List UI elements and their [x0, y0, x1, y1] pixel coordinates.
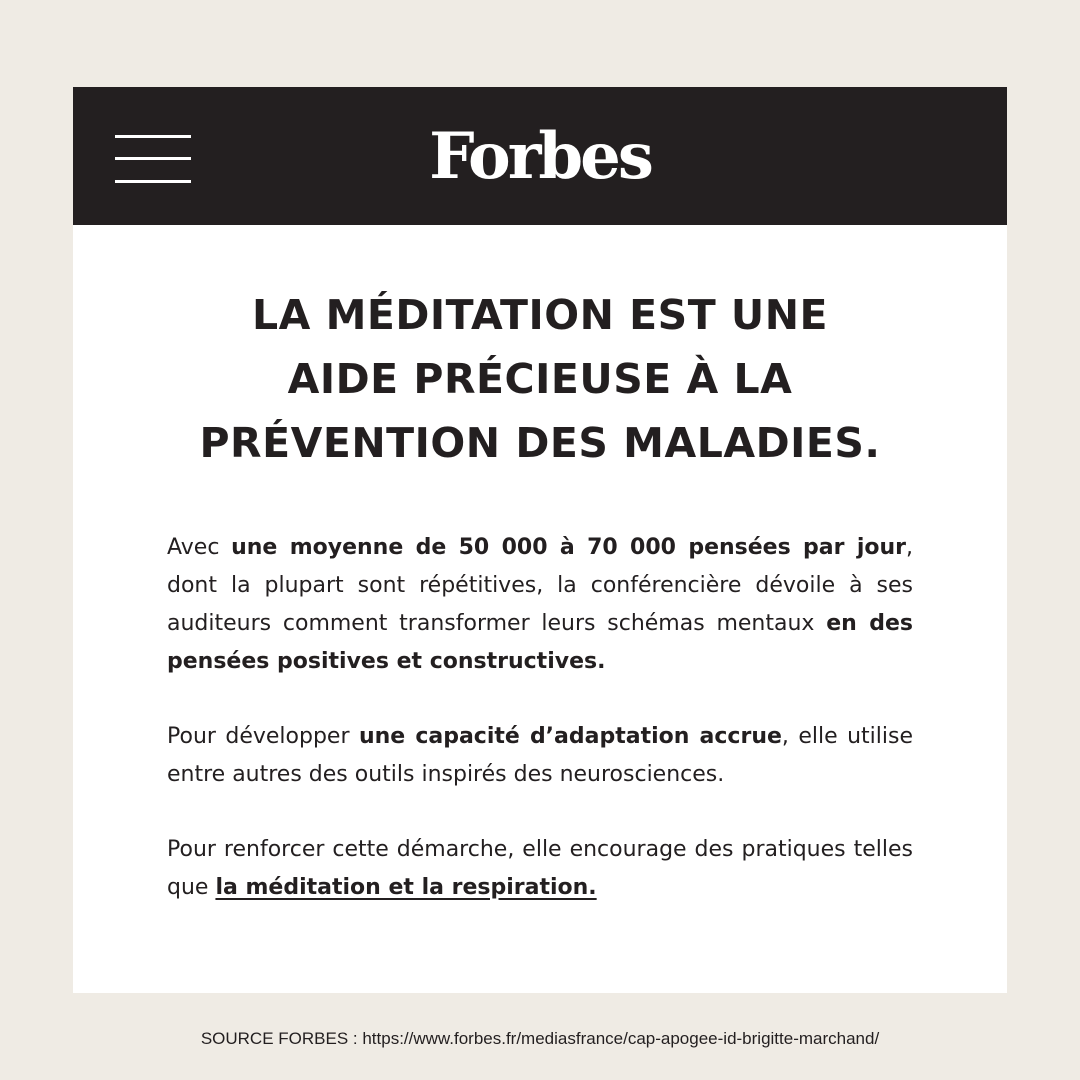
paragraph-1: [167, 529, 913, 681]
source-caption: SOURCE FORBES : https://www.forbes.fr/mediasfrance/cap-apogee-id-brigitte-marchand/: [200, 1029, 880, 1048]
p2-text-end: , elle utilise entre autres des outils inspirés des neurosciences.: [167, 724, 913, 787]
meditation-link[interactable]: la méditation et la respiration.: [215, 875, 597, 900]
forbes-logo[interactable]: Forbes: [429, 119, 651, 194]
headline-line-3: PRÉVENTION DES MALADIES.: [199, 419, 881, 467]
headline-line-2: AIDE PRÉCIEUSE À LA: [287, 355, 793, 403]
header-bar: [73, 87, 1007, 225]
p1-bold-positive: en des pensées positives et constructives.: [167, 611, 913, 674]
headline: [113, 283, 967, 475]
p2-text-start: Pour développer: [167, 724, 359, 749]
p1-text-start: Avec: [167, 535, 232, 560]
p3-text-start: Pour renforcer cette démarche, elle encourage des pratiques telles que: [167, 837, 913, 900]
p1-text-middle: , dont la plupart sont répétitives, la conférencière dévoile à ses auditeurs comment transformer leurs schémas mentaux: [167, 535, 914, 636]
p1-bold-thoughts: une moyenne de 50 000 à 70 000 pensées par jour: [231, 535, 907, 560]
article-card: [73, 87, 1007, 993]
p2-bold-adaptation: une capacité d’adaptation accrue: [358, 724, 782, 749]
paragraph-2: [167, 718, 913, 794]
headline-line-1: LA MÉDITATION EST UNE: [251, 291, 829, 339]
paragraph-3: [167, 831, 913, 907]
article-body: [167, 529, 913, 944]
